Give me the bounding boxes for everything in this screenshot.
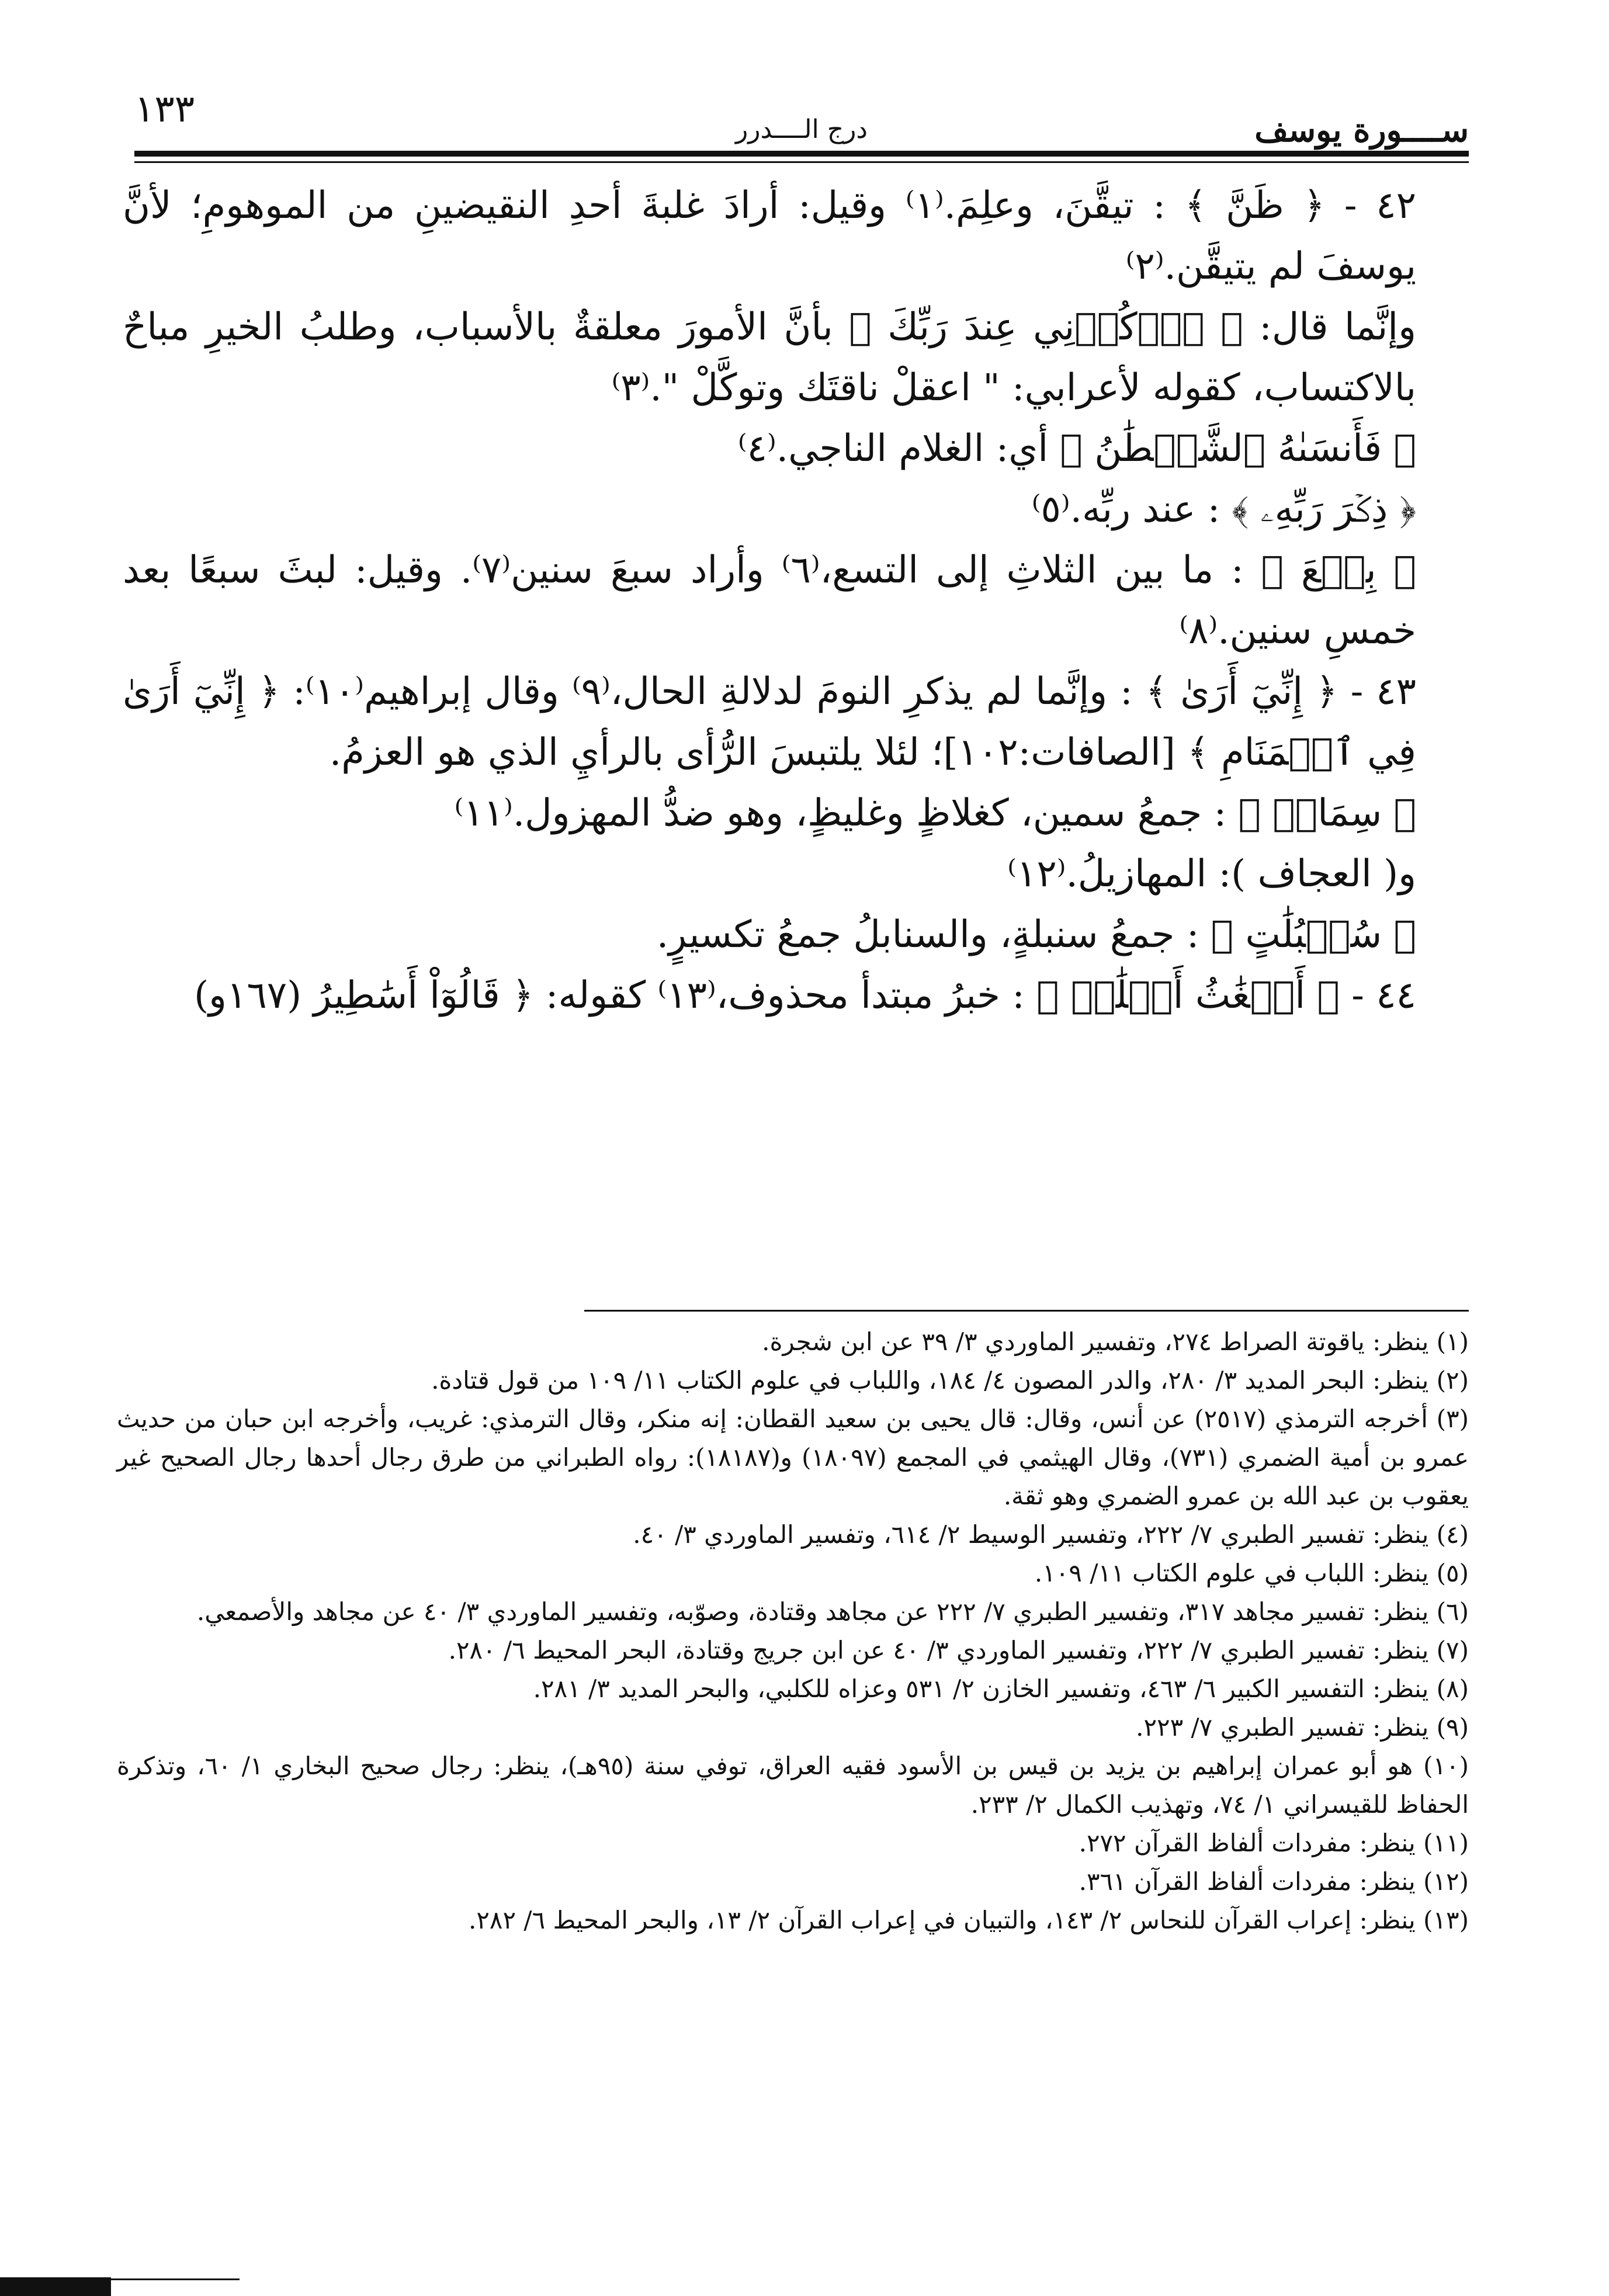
paragraph-remember-me: وإنَّما قال: ﴿ ٱذۡكُرۡنِي عِندَ رَبِّكَ ﴾ بأنَّ الأمورَ معلقةٌ بالأسباب، وطلبُ الخيرِ مباحٌ بالاكتساب، كقوله لأعرابي: " اعقلْ ناقتَك وتوكَّلْ ".⁽٣⁾ bbox=[123, 306, 1416, 410]
paragraph-lean-cows: و( العجاف ): المهازيلُ.⁽١٢⁾ bbox=[1007, 852, 1416, 896]
paragraph-fat-cows: ﴿ سِمَانٖ ﴾ : جمعُ سمين، كغلاظٍ وغليظٍ، وهو ضدُّ المهزول.⁽١١⁾ bbox=[454, 792, 1416, 835]
paragraph-verse-43: ٤٣ - ﴿ إِنِّيٓ أَرَىٰ ﴾ : وإنَّما لم يذكرِ النومَ لدلالةِ الحال،⁽٩⁾ وقال إبراهيم⁽١٠⁾: ﴿ إِنِّيٓ أَرَىٰ فِي ٱلۡمَنَامِ ﴾ [الصافات:١٠٢]؛ لئلا يلتبسَ الرُّأى بالرأيِ الذي هو العزمُ. bbox=[123, 670, 1417, 774]
footnote-13: (١٣) ينظر: إعراب القرآن للنحاس ٢/ ١٤٣، والتبيان في إعراب القرآن ٢/ ١٣، والبحر المحيط ٦/ ٢٨٢. bbox=[469, 1906, 1469, 1934]
scan-edge-mark bbox=[0, 2277, 111, 2296]
footnote-6: (٦) ينظر: تفسير مجاهد ٣١٧، وتفسير الطبري ٧/ ٢٢٢ عن مجاهد وقتادة، وصوّبه، وتفسير الماوردي ٣/ ٤٠ عن مجاهد والأصمعي. bbox=[196, 1597, 1469, 1626]
footnote-12: (١٢) ينظر: مفردات ألفاظ القرآن ٣٦١. bbox=[1079, 1867, 1469, 1896]
footnote-2: (٢) ينظر: البحر المديد ٣/ ٢٨٠، والدر المصون ٤/ ١٨٤، واللباب في علوم الكتاب ١١/ ١٠٩ من قول قتادة. bbox=[431, 1366, 1469, 1395]
footnote-separator bbox=[584, 1310, 1469, 1312]
footnote-5: (٥) ينظر: اللباب في علوم الكتاب ١١/ ١٠٩. bbox=[1034, 1559, 1469, 1587]
footnote-9: (٩) ينظر: تفسير الطبري ٧/ ٢٢٣. bbox=[1136, 1713, 1469, 1742]
paragraph-satan-made-forget: ﴿ فَأَنسَىٰهُ ٱلشَّيۡطَٰنُ ﴾ أي: الغلام الناجي.⁽٤⁾ bbox=[737, 427, 1416, 470]
header-rule-thin bbox=[134, 161, 1469, 163]
page-header bbox=[134, 88, 1469, 152]
footnote-8: (٨) ينظر: التفسير الكبير ٦/ ٤٦٣، وتفسير الخازن ٢/ ٥٣١ وعزاه للكلبي، والبحر المديد ٣/ ٢٨١. bbox=[533, 1674, 1469, 1703]
paragraph-mention-lord: ﴿ ذِكۡرَ رَبِّهِۦ ﴾ : عند ربِّه.⁽٥⁾ bbox=[1031, 488, 1416, 531]
main-text bbox=[123, 175, 1469, 1026]
page-number: ١٣٣ bbox=[134, 88, 195, 131]
footnotes bbox=[117, 1323, 1469, 1940]
footnote-4: (٤) ينظر: تفسير الطبري ٧/ ٢٢٢، وتفسير الوسيط ٢/ ٦١٤، وتفسير الماوردي ٣/ ٤٠. bbox=[633, 1520, 1469, 1549]
book-title: درج الــــدرر bbox=[735, 115, 868, 144]
footnote-10: (١٠) هو أبو عمران إبراهيم بن يزيد بن قيس بن الأسود فقيه العراق، توفي سنة (٩٥هـ)، ينظر: رجال صحيح البخاري ١/ ٦٠، وتذكرة الحفاظ للقيسراني ١/ ٧٤، وتهذيب الكمال ٢/ ٢٣٣. bbox=[117, 1752, 1469, 1819]
paragraph-ears-of-grain: ﴿ سُنۢبُلَٰتٍ ﴾ : جمعُ سنبلةٍ، والسنابلُ جمعُ تكسيرٍ. bbox=[656, 913, 1416, 956]
header-rule-thick bbox=[134, 151, 1469, 157]
paragraph-verse-42: ٤٢ - ﴿ ظَنَّ ﴾ : تيقَّنَ، وعلِمَ.⁽١⁾ وقيل: أرادَ غلبةَ أحدِ النقيضينِ من الموهومِ؛ لأنَّ يوسفَ لم يتيقَّن.⁽٢⁾ bbox=[123, 184, 1417, 288]
scan-edge-line bbox=[111, 2278, 240, 2280]
footnote-3: (٣) أخرجه الترمذي (٢٥١٧) عن أنس، وقال: قال يحيى بن سعيد القطان: إنه منكر، وقال الترمذي: غريب، وأخرجه ابن حبان من حديث عمرو بن أمية الضمري (٧٣١)، وقال الهيثمي في المجمع (١٨٠٩٧) و(١٨١٨٧): رواه الطبراني من طرق رجال أحدها رجال الصحيح غير يعقوب بن عبد الله بن عمرو الضمري وهو ثقة. bbox=[117, 1404, 1469, 1510]
surah-title: ســــورة يوسف bbox=[1254, 111, 1469, 150]
paragraph-verse-44: ٤٤ - ﴿ أَضۡغَٰثُ أَحۡلَٰمٖ ﴾ : خبرُ مبتدأ محذوف،⁽١٣⁾ كقوله: ﴿ قَالُوٓاْ أَسَٰطِيرُ (١٦٧و) bbox=[194, 974, 1416, 1017]
footnote-11: (١١) ينظر: مفردات ألفاظ القرآن ٢٧٢. bbox=[1079, 1829, 1469, 1857]
footnote-1: (١) ينظر: ياقوتة الصراط ٢٧٤، وتفسير الماوردي ٣/ ٣٩ عن ابن شجرة. bbox=[762, 1327, 1469, 1356]
footnote-7: (٧) ينظر: تفسير الطبري ٧/ ٢٢٢، وتفسير الماوردي ٣/ ٤٠ عن ابن جريج وقتادة، البحر المحيط ٦/ ٢٨٠. bbox=[448, 1636, 1469, 1664]
paragraph-few-years: ﴿ بِضۡعَ ﴾ : ما بين الثلاثِ إلى التسع،⁽٦⁾ وأراد سبعَ سنين⁽٧⁾. وقيل: لبثَ سبعًا بعد خمسِ سنين.⁽٨⁾ bbox=[123, 549, 1417, 653]
